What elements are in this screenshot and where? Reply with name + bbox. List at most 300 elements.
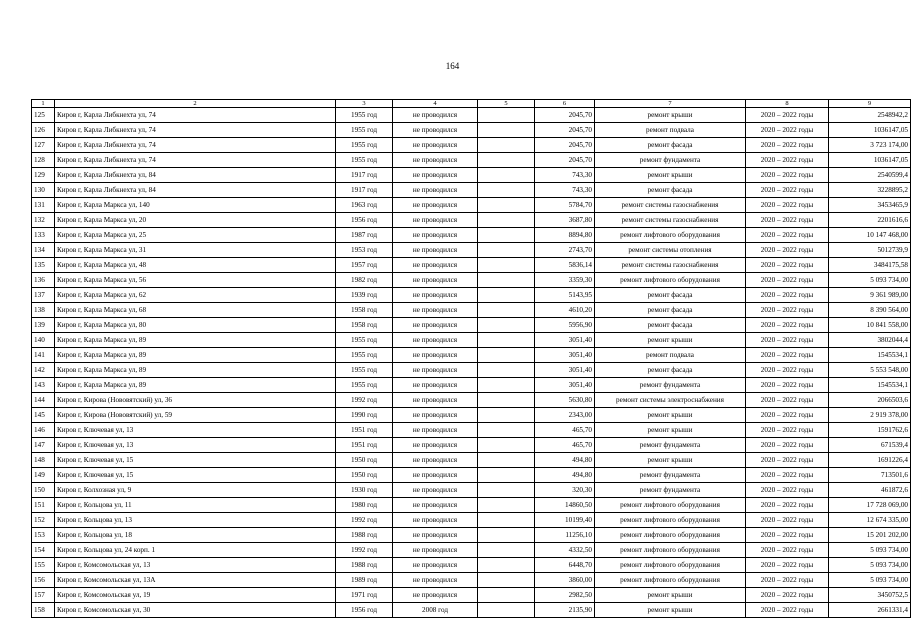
work-type-cell: ремонт фасада <box>595 318 746 333</box>
work-type-cell: ремонт крыши <box>595 108 746 123</box>
row-index-cell: 146 <box>32 423 55 438</box>
period-cell: 2020 – 2022 годы <box>746 138 829 153</box>
empty-cell-cell <box>478 183 535 198</box>
period-cell: 2020 – 2022 годы <box>746 213 829 228</box>
period-cell: 2020 – 2022 годы <box>746 168 829 183</box>
work-type-cell: ремонт фундамента <box>595 483 746 498</box>
column-number: 9 <box>829 100 911 108</box>
area-cell: 2343,00 <box>535 408 595 423</box>
empty-cell-cell <box>478 153 535 168</box>
row-index-cell: 125 <box>32 108 55 123</box>
address-cell: Киров г, Карла Маркса ул, 25 <box>55 228 336 243</box>
area-cell: 2743,70 <box>535 243 595 258</box>
empty-cell-cell <box>478 588 535 603</box>
area-cell: 2982,50 <box>535 588 595 603</box>
work-type-cell: ремонт фасада <box>595 363 746 378</box>
construction-year-cell: 1958 год <box>336 318 393 333</box>
last-repair-year-cell: не проводился <box>393 243 478 258</box>
construction-year-cell: 1958 год <box>336 303 393 318</box>
last-repair-year-cell: не проводился <box>393 468 478 483</box>
work-type-cell: ремонт фасада <box>595 138 746 153</box>
period-cell: 2020 – 2022 годы <box>746 108 829 123</box>
address-cell: Киров г, Ключевая ул, 15 <box>55 468 336 483</box>
empty-cell-cell <box>478 243 535 258</box>
table-body <box>32 100 911 618</box>
empty-cell-cell <box>478 198 535 213</box>
last-repair-year-cell: 2008 год <box>393 603 478 618</box>
row-index-cell: 154 <box>32 543 55 558</box>
address-cell: Киров г, Карла Маркса ул, 62 <box>55 288 336 303</box>
construction-year-cell: 1917 год <box>336 183 393 198</box>
address-cell: Киров г, Карла Маркса ул, 31 <box>55 243 336 258</box>
work-type-cell: ремонт крыши <box>595 453 746 468</box>
period-cell: 2020 – 2022 годы <box>746 183 829 198</box>
cost-cell: 5 093 734,00 <box>829 543 911 558</box>
last-repair-year-cell: не проводился <box>393 258 478 273</box>
address-cell: Киров г, Карла Маркса ул, 89 <box>55 348 336 363</box>
period-cell: 2020 – 2022 годы <box>746 288 829 303</box>
empty-cell-cell <box>478 483 535 498</box>
cost-cell: 5 093 734,00 <box>829 573 911 588</box>
row-index-cell: 144 <box>32 393 55 408</box>
construction-year-cell: 1990 год <box>336 408 393 423</box>
cost-cell: 10 147 468,00 <box>829 228 911 243</box>
row-index-cell: 152 <box>32 513 55 528</box>
last-repair-year-cell: не проводился <box>393 558 478 573</box>
address-cell: Киров г, Кольцова ул, 13 <box>55 513 336 528</box>
cost-cell: 2661331,4 <box>829 603 911 618</box>
cost-cell: 17 728 069,00 <box>829 498 911 513</box>
period-cell: 2020 – 2022 годы <box>746 123 829 138</box>
area-cell: 2045,70 <box>535 138 595 153</box>
period-cell: 2020 – 2022 годы <box>746 273 829 288</box>
repair-registry-table <box>31 99 911 618</box>
address-cell: Киров г, Кольцова ул, 24 корп. 1 <box>55 543 336 558</box>
area-cell: 10199,40 <box>535 513 595 528</box>
period-cell: 2020 – 2022 годы <box>746 543 829 558</box>
last-repair-year-cell: не проводился <box>393 348 478 363</box>
period-cell: 2020 – 2022 годы <box>746 513 829 528</box>
empty-cell-cell <box>478 273 535 288</box>
work-type-cell: ремонт системы отопления <box>595 243 746 258</box>
construction-year-cell: 1992 год <box>336 543 393 558</box>
work-type-cell: ремонт крыши <box>595 603 746 618</box>
construction-year-cell: 1953 год <box>336 243 393 258</box>
row-index-cell: 153 <box>32 528 55 543</box>
cost-cell: 3484175,58 <box>829 258 911 273</box>
table-row <box>32 273 911 288</box>
period-cell: 2020 – 2022 годы <box>746 573 829 588</box>
row-index-cell: 134 <box>32 243 55 258</box>
table-row <box>32 483 911 498</box>
cost-cell: 15 201 202,00 <box>829 528 911 543</box>
table-row <box>32 558 911 573</box>
work-type-cell: ремонт лифтового оборудования <box>595 573 746 588</box>
period-cell: 2020 – 2022 годы <box>746 423 829 438</box>
last-repair-year-cell: не проводился <box>393 378 478 393</box>
area-cell: 4610,20 <box>535 303 595 318</box>
table-row <box>32 108 911 123</box>
area-cell: 494,80 <box>535 468 595 483</box>
column-number: 5 <box>478 100 535 108</box>
last-repair-year-cell: не проводился <box>393 153 478 168</box>
cost-cell: 1545534,1 <box>829 378 911 393</box>
last-repair-year-cell: не проводился <box>393 183 478 198</box>
empty-cell-cell <box>478 438 535 453</box>
address-cell: Киров г, Карла Маркса ул, 80 <box>55 318 336 333</box>
cost-cell: 2201616,6 <box>829 213 911 228</box>
period-cell: 2020 – 2022 годы <box>746 378 829 393</box>
address-cell: Киров г, Комсомольская ул, 19 <box>55 588 336 603</box>
period-cell: 2020 – 2022 годы <box>746 393 829 408</box>
empty-cell-cell <box>478 423 535 438</box>
table-row <box>32 363 911 378</box>
construction-year-cell: 1956 год <box>336 603 393 618</box>
construction-year-cell: 1951 год <box>336 423 393 438</box>
row-index-cell: 158 <box>32 603 55 618</box>
cost-cell: 1691226,4 <box>829 453 911 468</box>
period-cell: 2020 – 2022 годы <box>746 603 829 618</box>
construction-year-cell: 1955 год <box>336 138 393 153</box>
column-number: 2 <box>55 100 336 108</box>
table-row <box>32 543 911 558</box>
construction-year-cell: 1955 год <box>336 348 393 363</box>
work-type-cell: ремонт лифтового оборудования <box>595 513 746 528</box>
row-index-cell: 131 <box>32 198 55 213</box>
address-cell: Киров г, Комсомольская ул, 13А <box>55 573 336 588</box>
address-cell: Киров г, Комсомольская ул, 13 <box>55 558 336 573</box>
address-cell: Киров г, Карла Либкнехта ул, 84 <box>55 183 336 198</box>
empty-cell-cell <box>478 138 535 153</box>
cost-cell: 2540599,4 <box>829 168 911 183</box>
address-cell: Киров г, Кирова (Нововятский) ул, 59 <box>55 408 336 423</box>
address-cell: Киров г, Кирова (Нововятский) ул, 36 <box>55 393 336 408</box>
period-cell: 2020 – 2022 годы <box>746 198 829 213</box>
period-cell: 2020 – 2022 годы <box>746 363 829 378</box>
table-row <box>32 213 911 228</box>
cost-cell: 1591762,6 <box>829 423 911 438</box>
construction-year-cell: 1988 год <box>336 558 393 573</box>
period-cell: 2020 – 2022 годы <box>746 498 829 513</box>
table-row <box>32 333 911 348</box>
table-row <box>32 258 911 273</box>
period-cell: 2020 – 2022 годы <box>746 438 829 453</box>
work-type-cell: ремонт системы газоснабжения <box>595 258 746 273</box>
row-index-cell: 141 <box>32 348 55 363</box>
page-number: 164 <box>445 61 460 71</box>
column-number: 3 <box>336 100 393 108</box>
address-cell: Киров г, Карла Либкнехта ул, 74 <box>55 138 336 153</box>
work-type-cell: ремонт фасада <box>595 288 746 303</box>
address-cell: Киров г, Ключевая ул, 15 <box>55 453 336 468</box>
empty-cell-cell <box>478 228 535 243</box>
table-row <box>32 243 911 258</box>
last-repair-year-cell: не проводился <box>393 198 478 213</box>
row-index-cell: 148 <box>32 453 55 468</box>
address-cell: Киров г, Ключевая ул, 13 <box>55 438 336 453</box>
table-row <box>32 228 911 243</box>
row-index-cell: 145 <box>32 408 55 423</box>
last-repair-year-cell: не проводился <box>393 273 478 288</box>
period-cell: 2020 – 2022 годы <box>746 588 829 603</box>
work-type-cell: ремонт лифтового оборудования <box>595 498 746 513</box>
area-cell: 3051,40 <box>535 348 595 363</box>
cost-cell: 3 723 174,00 <box>829 138 911 153</box>
empty-cell-cell <box>478 393 535 408</box>
work-type-cell: ремонт лифтового оборудования <box>595 543 746 558</box>
last-repair-year-cell: не проводился <box>393 543 478 558</box>
work-type-cell: ремонт фундамента <box>595 468 746 483</box>
last-repair-year-cell: не проводился <box>393 513 478 528</box>
cost-cell: 8 390 564,00 <box>829 303 911 318</box>
empty-cell-cell <box>478 318 535 333</box>
table-row <box>32 603 911 618</box>
address-cell: Киров г, Карла Либкнехта ул, 74 <box>55 123 336 138</box>
table-row <box>32 588 911 603</box>
cost-cell: 5 093 734,00 <box>829 558 911 573</box>
row-index-cell: 135 <box>32 258 55 273</box>
area-cell: 2045,70 <box>535 108 595 123</box>
construction-year-cell: 1955 год <box>336 363 393 378</box>
work-type-cell: ремонт лифтового оборудования <box>595 528 746 543</box>
area-cell: 494,80 <box>535 453 595 468</box>
row-index-cell: 132 <box>32 213 55 228</box>
area-cell: 465,70 <box>535 423 595 438</box>
table-row <box>32 498 911 513</box>
row-index-cell: 143 <box>32 378 55 393</box>
last-repair-year-cell: не проводился <box>393 438 478 453</box>
address-cell: Киров г, Комсомольская ул, 30 <box>55 603 336 618</box>
area-cell: 2045,70 <box>535 153 595 168</box>
construction-year-cell: 1988 год <box>336 528 393 543</box>
row-index-cell: 133 <box>32 228 55 243</box>
construction-year-cell: 1956 год <box>336 213 393 228</box>
empty-cell-cell <box>478 108 535 123</box>
area-cell: 320,30 <box>535 483 595 498</box>
table-row <box>32 198 911 213</box>
work-type-cell: ремонт крыши <box>595 408 746 423</box>
table-row <box>32 573 911 588</box>
cost-cell: 12 674 335,00 <box>829 513 911 528</box>
cost-cell: 5 093 734,00 <box>829 273 911 288</box>
area-cell: 2045,70 <box>535 123 595 138</box>
work-type-cell: ремонт фасада <box>595 303 746 318</box>
address-cell: Киров г, Карла Маркса ул, 20 <box>55 213 336 228</box>
last-repair-year-cell: не проводился <box>393 528 478 543</box>
construction-year-cell: 1980 год <box>336 498 393 513</box>
area-cell: 5956,90 <box>535 318 595 333</box>
construction-year-cell: 1955 год <box>336 378 393 393</box>
empty-cell-cell <box>478 378 535 393</box>
last-repair-year-cell: не проводился <box>393 453 478 468</box>
table-row <box>32 318 911 333</box>
last-repair-year-cell: не проводился <box>393 228 478 243</box>
construction-year-cell: 1992 год <box>336 513 393 528</box>
cost-cell: 713501,6 <box>829 468 911 483</box>
period-cell: 2020 – 2022 годы <box>746 408 829 423</box>
address-cell: Киров г, Карла Маркса ул, 140 <box>55 198 336 213</box>
last-repair-year-cell: не проводился <box>393 303 478 318</box>
period-cell: 2020 – 2022 годы <box>746 303 829 318</box>
construction-year-cell: 1963 год <box>336 198 393 213</box>
table-row <box>32 408 911 423</box>
row-index-cell: 130 <box>32 183 55 198</box>
table-row <box>32 468 911 483</box>
row-index-cell: 155 <box>32 558 55 573</box>
area-cell: 3051,40 <box>535 363 595 378</box>
address-cell: Киров г, Кольцова ул, 11 <box>55 498 336 513</box>
work-type-cell: ремонт лифтового оборудования <box>595 273 746 288</box>
area-cell: 3359,30 <box>535 273 595 288</box>
row-index-cell: 142 <box>32 363 55 378</box>
table-row <box>32 183 911 198</box>
work-type-cell: ремонт системы газоснабжения <box>595 213 746 228</box>
empty-cell-cell <box>478 543 535 558</box>
column-number: 8 <box>746 100 829 108</box>
empty-cell-cell <box>478 558 535 573</box>
construction-year-cell: 1982 год <box>336 273 393 288</box>
row-index-cell: 136 <box>32 273 55 288</box>
area-cell: 3051,40 <box>535 378 595 393</box>
period-cell: 2020 – 2022 годы <box>746 153 829 168</box>
construction-year-cell: 1971 год <box>336 588 393 603</box>
area-cell: 3051,40 <box>535 333 595 348</box>
period-cell: 2020 – 2022 годы <box>746 528 829 543</box>
last-repair-year-cell: не проводился <box>393 168 478 183</box>
work-type-cell: ремонт фундамента <box>595 153 746 168</box>
last-repair-year-cell: не проводился <box>393 498 478 513</box>
address-cell: Киров г, Карла Маркса ул, 48 <box>55 258 336 273</box>
cost-cell: 3453465,9 <box>829 198 911 213</box>
area-cell: 5143,95 <box>535 288 595 303</box>
construction-year-cell: 1955 год <box>336 333 393 348</box>
table-row <box>32 348 911 363</box>
row-index-cell: 151 <box>32 498 55 513</box>
table-row <box>32 453 911 468</box>
address-cell: Киров г, Колхозная ул, 9 <box>55 483 336 498</box>
table-row <box>32 138 911 153</box>
row-index-cell: 129 <box>32 168 55 183</box>
column-number: 6 <box>535 100 595 108</box>
row-index-cell: 149 <box>32 468 55 483</box>
empty-cell-cell <box>478 498 535 513</box>
construction-year-cell: 1992 год <box>336 393 393 408</box>
address-cell: Киров г, Карла Маркса ул, 56 <box>55 273 336 288</box>
work-type-cell: ремонт лифтового оборудования <box>595 558 746 573</box>
column-number: 4 <box>393 100 478 108</box>
row-index-cell: 147 <box>32 438 55 453</box>
last-repair-year-cell: не проводился <box>393 288 478 303</box>
period-cell: 2020 – 2022 годы <box>746 258 829 273</box>
area-cell: 8894,80 <box>535 228 595 243</box>
period-cell: 2020 – 2022 годы <box>746 468 829 483</box>
empty-cell-cell <box>478 168 535 183</box>
period-cell: 2020 – 2022 годы <box>746 483 829 498</box>
construction-year-cell: 1917 год <box>336 168 393 183</box>
empty-cell-cell <box>478 348 535 363</box>
last-repair-year-cell: не проводился <box>393 123 478 138</box>
construction-year-cell: 1951 год <box>336 438 393 453</box>
last-repair-year-cell: не проводился <box>393 408 478 423</box>
table-row <box>32 168 911 183</box>
cost-cell: 2 919 378,00 <box>829 408 911 423</box>
period-cell: 2020 – 2022 годы <box>746 243 829 258</box>
address-cell: Киров г, Кольцова ул, 18 <box>55 528 336 543</box>
last-repair-year-cell: не проводился <box>393 483 478 498</box>
address-cell: Киров г, Карла Либкнехта ул, 74 <box>55 153 336 168</box>
table-row <box>32 513 911 528</box>
period-cell: 2020 – 2022 годы <box>746 558 829 573</box>
construction-year-cell: 1989 год <box>336 573 393 588</box>
work-type-cell: ремонт крыши <box>595 333 746 348</box>
period-cell: 2020 – 2022 годы <box>746 348 829 363</box>
row-index-cell: 157 <box>32 588 55 603</box>
empty-cell-cell <box>478 123 535 138</box>
table-row <box>32 438 911 453</box>
row-index-cell: 140 <box>32 333 55 348</box>
table-row <box>32 378 911 393</box>
cost-cell: 5 553 548,00 <box>829 363 911 378</box>
column-number-row <box>32 100 911 108</box>
empty-cell-cell <box>478 573 535 588</box>
last-repair-year-cell: не проводился <box>393 393 478 408</box>
empty-cell-cell <box>478 468 535 483</box>
cost-cell: 1036147,05 <box>829 123 911 138</box>
empty-cell-cell <box>478 513 535 528</box>
construction-year-cell: 1950 год <box>336 453 393 468</box>
work-type-cell: ремонт фундамента <box>595 378 746 393</box>
cost-cell: 1036147,05 <box>829 153 911 168</box>
empty-cell-cell <box>478 408 535 423</box>
construction-year-cell: 1955 год <box>336 123 393 138</box>
empty-cell-cell <box>478 603 535 618</box>
area-cell: 4332,50 <box>535 543 595 558</box>
construction-year-cell: 1955 год <box>336 153 393 168</box>
empty-cell-cell <box>478 333 535 348</box>
work-type-cell: ремонт фасада <box>595 183 746 198</box>
row-index-cell: 137 <box>32 288 55 303</box>
address-cell: Киров г, Ключевая ул, 13 <box>55 423 336 438</box>
last-repair-year-cell: не проводился <box>393 588 478 603</box>
table-row <box>32 288 911 303</box>
cost-cell: 461872,6 <box>829 483 911 498</box>
work-type-cell: ремонт фундамента <box>595 438 746 453</box>
cost-cell: 3450752,5 <box>829 588 911 603</box>
row-index-cell: 150 <box>32 483 55 498</box>
table-row <box>32 528 911 543</box>
construction-year-cell: 1950 год <box>336 468 393 483</box>
address-cell: Киров г, Карла Маркса ул, 68 <box>55 303 336 318</box>
row-index-cell: 128 <box>32 153 55 168</box>
empty-cell-cell <box>478 213 535 228</box>
row-index-cell: 127 <box>32 138 55 153</box>
address-cell: Киров г, Карла Маркса ул, 89 <box>55 378 336 393</box>
area-cell: 14860,50 <box>535 498 595 513</box>
cost-cell: 2548942,2 <box>829 108 911 123</box>
area-cell: 743,30 <box>535 168 595 183</box>
area-cell: 11256,10 <box>535 528 595 543</box>
cost-cell: 10 841 558,00 <box>829 318 911 333</box>
area-cell: 5836,14 <box>535 258 595 273</box>
address-cell: Киров г, Карла Маркса ул, 89 <box>55 363 336 378</box>
construction-year-cell: 1939 год <box>336 288 393 303</box>
empty-cell-cell <box>478 453 535 468</box>
period-cell: 2020 – 2022 годы <box>746 453 829 468</box>
empty-cell-cell <box>478 303 535 318</box>
area-cell: 2135,90 <box>535 603 595 618</box>
last-repair-year-cell: не проводился <box>393 573 478 588</box>
last-repair-year-cell: не проводился <box>393 423 478 438</box>
